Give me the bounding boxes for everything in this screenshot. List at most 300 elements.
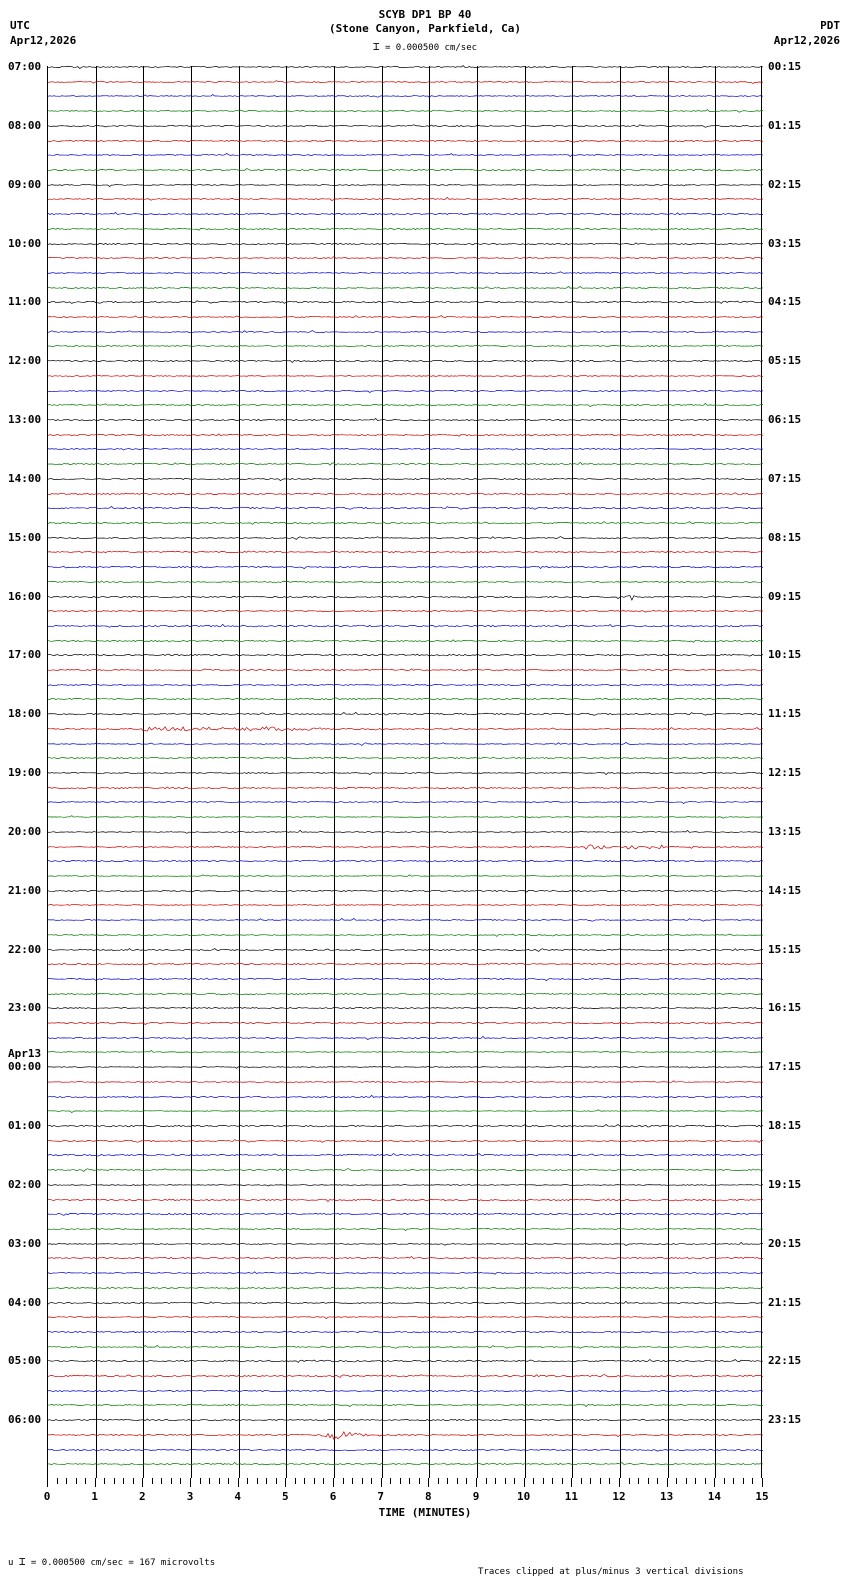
scale-legend-label: = 0.000500 cm/sec (384, 43, 478, 53)
chart-footer (0, 1545, 850, 1584)
trace-line (48, 566, 763, 568)
trace-row (48, 198, 763, 200)
pdt-time-label-14: 14:15 (768, 883, 802, 897)
trace-line (48, 1051, 763, 1054)
trace-line (48, 861, 763, 863)
trace-row (48, 1125, 763, 1127)
pdt-time-label-2: 02:15 (768, 177, 802, 191)
trace-row (48, 257, 763, 259)
x-tick (238, 1478, 239, 1487)
x-tick (486, 1478, 487, 1484)
trace-line (48, 124, 763, 127)
trace-line (48, 993, 763, 995)
x-tick (505, 1478, 506, 1484)
trace-row (48, 1449, 763, 1451)
x-tick-label-11: 11 (564, 1490, 578, 1503)
trace-row (48, 1110, 763, 1112)
x-tick (571, 1478, 572, 1487)
trace-row (48, 846, 763, 848)
trace-row (48, 934, 763, 936)
trace-row (48, 434, 763, 436)
footer-scale-bar-icon: ⌶ (18, 1555, 26, 1568)
x-tick (114, 1478, 115, 1484)
trace-line (48, 801, 763, 803)
x-axis-ticks (47, 1478, 762, 1490)
trace-row (48, 743, 763, 745)
trace-line (48, 624, 763, 627)
pdt-time-label-19: 19:15 (768, 1177, 802, 1191)
trace-row (48, 1360, 763, 1362)
trace-line (48, 875, 763, 877)
trace-row (48, 522, 763, 524)
trace-row (48, 110, 763, 112)
trace-row (48, 154, 763, 156)
trace-row (48, 243, 763, 245)
trace-line (48, 948, 763, 951)
trace-row (48, 1228, 763, 1230)
x-tick (142, 1478, 143, 1487)
trace-line (48, 169, 763, 171)
x-tick (447, 1478, 448, 1484)
x-tick (47, 1478, 48, 1487)
x-tick (343, 1478, 344, 1484)
trace-row (48, 698, 763, 700)
pdt-time-label-3: 03:15 (768, 236, 802, 250)
trace-row (48, 478, 763, 480)
trace-row (48, 890, 763, 892)
pdt-time-label-0: 00:15 (768, 60, 802, 73)
trace-line (48, 110, 763, 113)
trace-row (48, 566, 763, 568)
trace-line (48, 1375, 763, 1378)
trace-line (48, 492, 763, 494)
trace-line (48, 213, 763, 216)
trace-line (48, 844, 763, 848)
trace-row (48, 463, 763, 465)
trace-line (48, 1287, 763, 1289)
trace-row (48, 831, 763, 833)
trace-line (48, 154, 763, 157)
pdt-time-label-13: 13:15 (768, 824, 802, 838)
trace-line (48, 551, 763, 553)
x-tick (466, 1478, 467, 1484)
x-tick (743, 1478, 744, 1484)
trace-line (48, 1390, 763, 1392)
trace-row (48, 978, 763, 980)
x-tick (648, 1478, 649, 1484)
utc-time-label-21: 04:00 (8, 1295, 42, 1309)
trace-row (48, 1184, 763, 1186)
x-tick (352, 1478, 353, 1484)
trace-line (48, 713, 763, 716)
x-tick (381, 1478, 382, 1487)
trace-line (48, 1124, 763, 1127)
trace-row (48, 669, 763, 671)
trace-line (48, 1198, 763, 1201)
trace-line (48, 1257, 763, 1260)
trace-line (48, 286, 763, 289)
trace-row (48, 419, 763, 421)
trace-line (48, 66, 763, 69)
footer-scale-note (8, 1555, 215, 1568)
trace-row (48, 1007, 763, 1009)
x-tick (419, 1478, 420, 1484)
utc-time-label-5: 12:00 (8, 354, 42, 368)
trace-line (48, 595, 763, 599)
x-tick (266, 1478, 267, 1484)
pdt-time-label-10: 10:15 (768, 648, 802, 662)
x-tick (76, 1478, 77, 1484)
trace-row (48, 493, 763, 495)
trace-row (48, 213, 763, 215)
x-tick (533, 1478, 534, 1484)
trace-row (48, 875, 763, 877)
trace-row (48, 345, 763, 347)
trace-line (48, 418, 763, 421)
x-tick (609, 1478, 610, 1484)
pdt-time-label-4: 04:15 (768, 295, 802, 309)
trace-line (48, 1463, 763, 1466)
utc-time-label-12: 19:00 (8, 766, 42, 779)
footer-scale-prefix: u (8, 1558, 14, 1568)
trace-row (48, 1199, 763, 1201)
x-tick (219, 1478, 220, 1484)
trace-row (48, 360, 763, 362)
x-tick (476, 1478, 477, 1487)
x-tick-label-2: 2 (139, 1490, 146, 1503)
trace-line (48, 140, 763, 142)
page-subtitle: (Stone Canyon, Parkfield, Ca) (328, 22, 522, 35)
trace-line (48, 1067, 763, 1069)
trace-line (48, 346, 763, 348)
trace-row (48, 1154, 763, 1156)
trace-row (48, 272, 763, 274)
trace-row (48, 1272, 763, 1274)
x-axis-label: TIME (MINUTES) (378, 1506, 472, 1519)
x-tick (705, 1478, 706, 1484)
utc-time-label-15: 22:00 (8, 942, 42, 956)
pdt-time-label-11: 11:15 (768, 707, 802, 721)
trace-line (48, 301, 763, 304)
x-tick-label-8: 8 (425, 1490, 432, 1503)
utc-time-label-1: 08:00 (8, 118, 42, 132)
x-tick (180, 1478, 181, 1484)
trace-row (48, 1140, 763, 1142)
x-tick (314, 1478, 315, 1484)
utc-time-label-20: 03:00 (8, 1236, 42, 1250)
x-tick (638, 1478, 639, 1484)
trace-line (48, 360, 763, 363)
x-tick (323, 1478, 324, 1484)
x-tick (390, 1478, 391, 1484)
trace-row (48, 1463, 763, 1465)
trace-row (48, 1434, 763, 1436)
pdt-time-label-18: 18:15 (768, 1119, 802, 1132)
trace-line (48, 1154, 763, 1157)
trace-line (48, 830, 763, 833)
trace-line (48, 434, 763, 436)
header-left-timezone: UTC (10, 19, 30, 32)
date-change-label: Apr13 (8, 1047, 42, 1061)
pdt-time-label-5: 05:15 (768, 354, 802, 368)
x-tick (228, 1478, 229, 1484)
trace-row (48, 1287, 763, 1289)
trace-row (48, 772, 763, 774)
pdt-time-label-9: 09:15 (768, 589, 802, 603)
trace-row (48, 390, 763, 392)
x-tick (57, 1478, 58, 1484)
trace-line (48, 404, 763, 407)
trace-line (48, 727, 763, 731)
pdt-time-label-16: 16:15 (768, 1001, 802, 1015)
x-tick (152, 1478, 153, 1484)
x-tick-label-0: 0 (43, 1490, 51, 1503)
x-tick (457, 1478, 458, 1484)
utc-time-label-18: 01:00 (8, 1119, 42, 1132)
x-tick (714, 1478, 715, 1487)
trace-line (48, 1169, 763, 1172)
x-tick (657, 1478, 658, 1484)
pdt-time-label-12: 12:15 (768, 766, 802, 779)
trace-row (48, 640, 763, 642)
x-tick (200, 1478, 201, 1484)
x-tick (133, 1478, 134, 1484)
trace-line (48, 919, 763, 922)
footer-clip-note: Traces clipped at plus/minus 3 vertical divisions (478, 1567, 744, 1577)
trace-row (48, 1346, 763, 1348)
trace-line (48, 375, 763, 376)
trace-line (48, 198, 763, 201)
trace-row (48, 1243, 763, 1245)
trace-line (48, 228, 763, 230)
trace-row (48, 1081, 763, 1083)
trace-line (48, 1022, 763, 1024)
x-tick-label-9: 9 (472, 1490, 480, 1503)
x-tick-label-5: 5 (282, 1490, 289, 1503)
trace-row (48, 713, 763, 715)
trace-row (48, 1022, 763, 1024)
trace-row (48, 404, 763, 406)
trace-row (48, 1051, 763, 1053)
x-tick (371, 1478, 372, 1484)
utc-time-label-7: 14:00 (8, 471, 42, 485)
trace-row (48, 801, 763, 803)
pdt-time-label-20: 20:15 (768, 1236, 802, 1250)
pdt-time-label-23: 23:15 (768, 1413, 802, 1427)
trace-line (48, 1007, 763, 1009)
trace-row (48, 375, 763, 377)
trace-line (48, 934, 763, 936)
utc-time-label-10: 17:00 (8, 648, 42, 662)
trace-line (48, 1345, 763, 1348)
x-tick (676, 1478, 677, 1484)
x-tick (276, 1478, 277, 1484)
x-tick (285, 1478, 286, 1487)
trace-line (48, 1317, 763, 1319)
utc-time-label-13: 20:00 (8, 824, 42, 838)
pdt-time-label-6: 06:15 (768, 413, 802, 426)
x-tick (400, 1478, 401, 1484)
x-tick (762, 1478, 763, 1487)
trace-row (48, 1419, 763, 1421)
utc-time-label-8: 15:00 (8, 530, 42, 544)
chart-header (0, 0, 850, 56)
trace-line (48, 1449, 763, 1451)
trace-line (48, 507, 763, 510)
trace-row (48, 1375, 763, 1377)
x-axis-tick-labels (0, 1490, 850, 1504)
trace-line (48, 698, 763, 700)
trace-line (48, 272, 763, 274)
x-tick (543, 1478, 544, 1484)
trace-collection (48, 66, 761, 1478)
x-tick (562, 1478, 563, 1484)
pdt-time-label-1: 01:15 (768, 118, 802, 132)
x-tick-label-13: 13 (660, 1490, 674, 1503)
trace-row (48, 581, 763, 583)
trace-line (48, 463, 763, 466)
x-tick (104, 1478, 105, 1484)
trace-row (48, 610, 763, 612)
trace-line (48, 1036, 763, 1039)
x-tick (362, 1478, 363, 1484)
trace-row (48, 1331, 763, 1333)
trace-line (48, 978, 763, 980)
trace-line (48, 1228, 763, 1230)
pdt-time-label-8: 08:15 (768, 530, 802, 544)
utc-time-label-4: 11:00 (8, 295, 42, 309)
trace-line (48, 521, 763, 524)
utc-time-label-22: 05:00 (8, 1354, 42, 1368)
trace-row (48, 301, 763, 303)
trace-row (48, 654, 763, 656)
x-tick (524, 1478, 525, 1487)
x-tick (123, 1478, 124, 1484)
trace-row (48, 860, 763, 862)
trace-row (48, 904, 763, 906)
trace-row (48, 787, 763, 789)
trace-row (48, 125, 763, 127)
trace-line (48, 639, 763, 641)
trace-row (48, 169, 763, 171)
x-tick (733, 1478, 734, 1484)
trace-line (48, 1432, 763, 1440)
utc-time-label-2: 09:00 (8, 177, 42, 191)
trace-row (48, 95, 763, 97)
x-tick (161, 1478, 162, 1484)
trace-row (48, 816, 763, 818)
x-tick (590, 1478, 591, 1484)
utc-time-label-0: 07:00 (8, 60, 42, 73)
x-tick (85, 1478, 86, 1484)
x-tick (209, 1478, 210, 1484)
trace-row (48, 537, 763, 539)
trace-line (48, 330, 763, 332)
trace-row (48, 728, 763, 730)
trace-row (48, 331, 763, 333)
x-tick (695, 1478, 696, 1484)
trace-row (48, 228, 763, 230)
seismogram-plot-area (47, 66, 762, 1478)
trace-row (48, 1390, 763, 1392)
footer-scale-text: = 0.000500 cm/sec = 167 microvolts (30, 1558, 216, 1568)
trace-line (48, 242, 763, 244)
header-left-date: Apr12,2026 (10, 34, 77, 47)
trace-row (48, 507, 763, 509)
pdt-time-label-17: 17:15 (768, 1060, 802, 1074)
utc-time-label-19: 02:00 (8, 1177, 42, 1191)
trace-row (48, 287, 763, 289)
trace-row (48, 66, 763, 68)
trace-line (48, 1272, 763, 1274)
trace-row (48, 919, 763, 921)
trace-line (48, 816, 763, 819)
x-tick (724, 1478, 725, 1484)
trace-line (48, 1405, 763, 1407)
trace-line (48, 1184, 763, 1186)
trace-line (48, 787, 763, 789)
trace-row (48, 316, 763, 318)
x-tick (428, 1478, 429, 1487)
trace-line (48, 684, 763, 686)
trace-line (48, 669, 763, 671)
trace-line (48, 1301, 763, 1304)
trace-row (48, 1257, 763, 1259)
x-tick (552, 1478, 553, 1484)
header-right-date: Apr12,2026 (773, 34, 840, 47)
x-tick-label-6: 6 (329, 1490, 337, 1503)
trace-row (48, 1302, 763, 1304)
header-right-timezone: PDT (820, 19, 840, 32)
trace-line (48, 742, 763, 745)
x-tick (667, 1478, 668, 1487)
x-tick (295, 1478, 296, 1484)
trace-line (48, 1110, 763, 1113)
x-tick (66, 1478, 67, 1484)
trace-line (48, 449, 763, 451)
utc-time-label-23: 06:00 (8, 1413, 42, 1427)
trace-row (48, 1213, 763, 1215)
pdt-time-label-22: 22:15 (768, 1354, 802, 1368)
trace-row (48, 963, 763, 965)
trace-line (48, 1331, 763, 1332)
x-tick (600, 1478, 601, 1484)
page-title: SCYB DP1 BP 40 (378, 8, 472, 21)
trace-line (48, 95, 763, 98)
x-tick (95, 1478, 96, 1487)
trace-row (48, 1037, 763, 1039)
trace-row (48, 1066, 763, 1068)
trace-line (48, 184, 763, 186)
utc-time-label-3: 10:00 (8, 236, 42, 250)
trace-line (48, 1095, 763, 1097)
x-tick-label-3: 3 (186, 1490, 194, 1503)
trace-line (48, 1419, 763, 1421)
trace-line (48, 80, 763, 83)
x-tick-label-10: 10 (517, 1490, 531, 1503)
utc-time-label-9: 16:00 (8, 589, 42, 603)
x-tick-label-4: 4 (234, 1490, 241, 1503)
x-tick (304, 1478, 305, 1484)
trace-row (48, 184, 763, 186)
x-tick (619, 1478, 620, 1487)
trace-line (48, 1214, 763, 1216)
trace-row (48, 1316, 763, 1318)
x-tick-label-12: 12 (612, 1490, 626, 1503)
x-tick-label-15: 15 (755, 1490, 769, 1503)
x-tick (495, 1478, 496, 1484)
x-tick (333, 1478, 334, 1487)
